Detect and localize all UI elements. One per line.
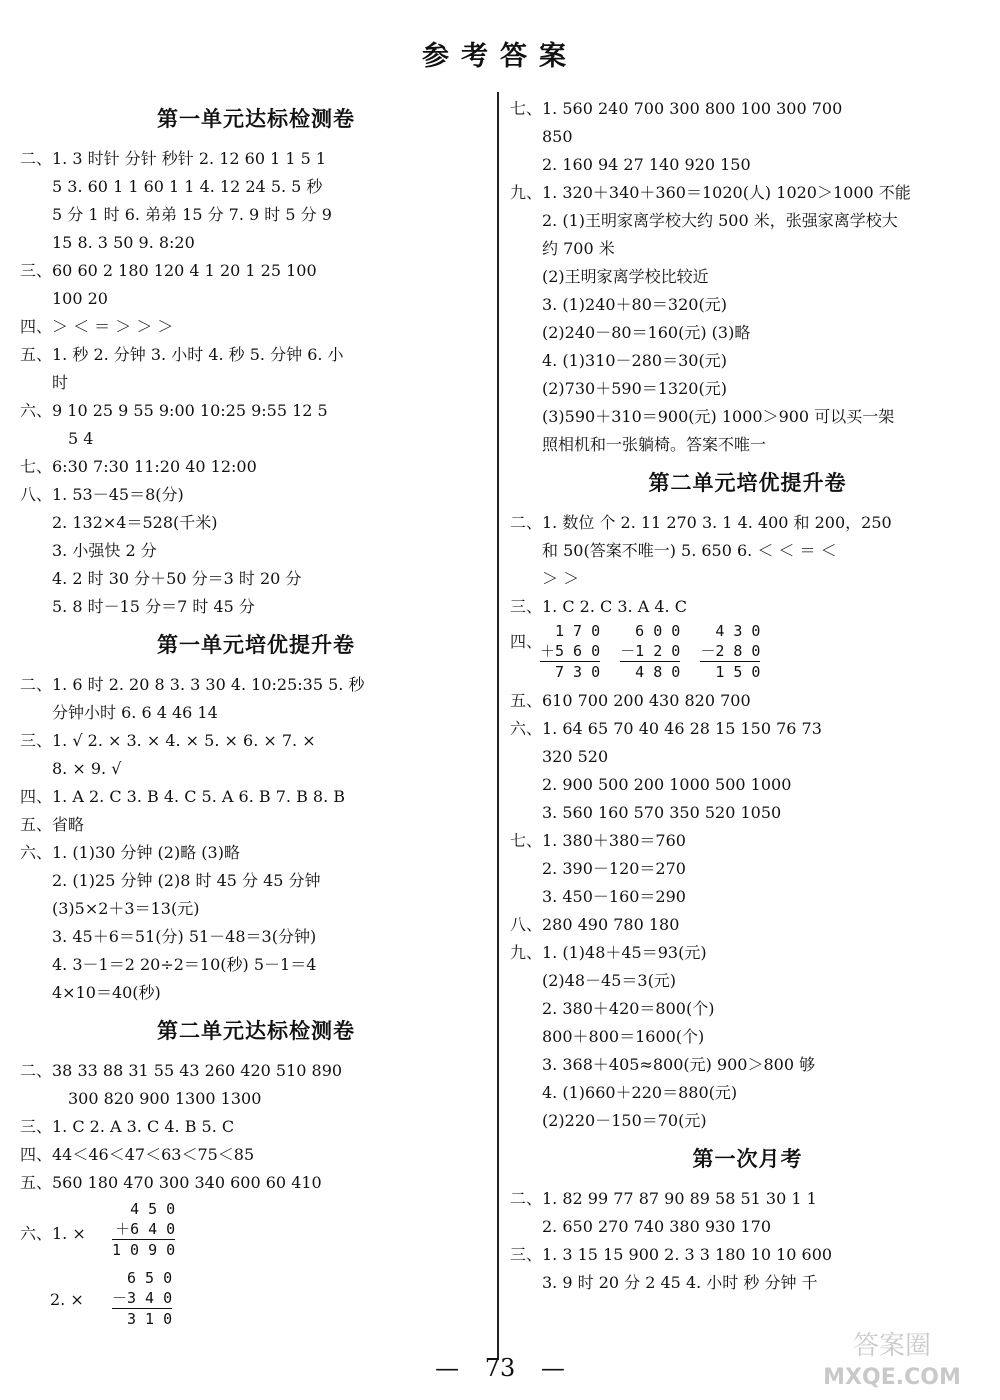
answer-line: 三、1. √ 2. × 3. × 4. × 5. × 6. × 7. × — [20, 731, 316, 750]
answer-line: 六、9 10 25 9 55 9:00 10:25 9:55 12 5 — [20, 401, 328, 420]
vertical-calc-row — [20, 1268, 492, 1329]
answer-line: 850 — [542, 127, 573, 146]
answer-line: 300 820 900 1300 1300 — [68, 1089, 262, 1108]
answer-line: 五、610 700 200 430 820 700 — [510, 691, 751, 710]
answer-line: 七、1. 380＋380＝760 — [510, 831, 686, 850]
answer-line: 分钟小时 6. 6 4 46 14 — [52, 703, 218, 722]
answer-line: 4. 3－1＝2 20÷2＝10(秒) 5－1＝4 — [52, 955, 317, 974]
answer-line: 五、560 180 470 300 340 600 60 410 — [20, 1173, 322, 1192]
answer-line: 4. (1)310－280＝30(元) — [542, 351, 727, 370]
answer-line: 5 分 1 时 6. 弟弟 15 分 7. 9 时 5 分 9 — [52, 205, 332, 224]
calc-top: 6 0 0 — [635, 622, 681, 640]
calc-result: 4 8 0 — [635, 663, 681, 681]
calc-result: 3 1 0 — [127, 1310, 173, 1328]
answer-line: (2)730＋590＝1320(元) — [542, 379, 727, 398]
answer-line: 2. (1)王明家离学校大约 500 米，张强家离学校大 — [542, 211, 898, 230]
answer-line: 100 20 — [52, 289, 108, 308]
answer-line: 五、省略 — [20, 815, 85, 834]
answer-line: 二、1. 3 时针 分针 秒针 2. 12 60 1 1 5 1 — [20, 149, 327, 168]
answer-line: 4. (1)660＋220＝880(元) — [542, 1083, 738, 1102]
vertical-calculation — [620, 621, 680, 682]
answer-line: 六、1. 64 65 70 40 46 28 15 150 76 73 — [510, 719, 822, 738]
answer-line: 2. 160 94 27 140 920 150 — [542, 155, 751, 174]
unit1-standard-answers — [20, 145, 492, 621]
answer-line: 3. 9 时 20 分 2 45 4. 小时 秒 分钟 千 — [542, 1273, 818, 1292]
answer-line: 八、280 490 780 180 — [510, 915, 680, 934]
answer-line: 五、1. 秒 2. 分钟 3. 小时 4. 秒 5. 分钟 6. 小 — [20, 345, 344, 364]
answer-line: ＞ ＞ — [542, 569, 580, 588]
answer-line: 约 700 米 — [542, 239, 615, 258]
calc-result: 1 5 0 — [715, 663, 761, 681]
answer-line: 四、＞ ＜ ＝ ＞ ＞ ＞ — [20, 317, 174, 336]
answer-line: (3)590＋310＝900(元) 1000＞900 可以买一架 — [542, 407, 895, 426]
calc-operand: －2 8 0 — [700, 642, 761, 660]
answer-line: (2)240－80＝160(元) (3)略 — [542, 323, 751, 342]
left-column — [20, 95, 492, 1329]
section-title-unit1-advanced: 第一单元培优提升卷 — [157, 633, 355, 657]
footer-dash-right: — — [540, 1354, 565, 1382]
answer-line: (2)48－45＝3(元) — [542, 971, 677, 990]
answer-line: 四、1. A 2. C 3. B 4. C 5. A 6. B 7. B 8. B — [20, 787, 346, 806]
answer-line: 和 50(答案不唯一) 5. 650 6. ＜ ＜ ＝ ＜ — [542, 541, 837, 560]
first-monthly-exam-answers — [510, 1185, 985, 1297]
unit2-standard-continued — [510, 95, 985, 459]
section-title-first-monthly-exam: 第一次月考 — [692, 1147, 803, 1171]
calc-operand: －3 4 0 — [112, 1289, 173, 1307]
answer-line: 8. × 9. √ — [52, 759, 122, 778]
answer-line: 3. 45＋6＝51(分) 51－48＝3(分钟) — [52, 927, 317, 946]
answer-line: (2)220－150＝70(元) — [542, 1111, 707, 1130]
answer-line: 2. 900 500 200 1000 500 1000 — [542, 775, 792, 794]
answer-line: (3)5×2＋3＝13(元) — [52, 899, 200, 918]
answer-line: 4. 2 时 30 分＋50 分＝3 时 20 分 — [52, 569, 302, 588]
section-title-unit1-standard: 第一单元达标检测卷 — [157, 107, 355, 131]
vertical-calculation — [700, 621, 760, 682]
answer-line: 2. (1)25 分钟 (2)8 时 45 分 45 分钟 — [52, 871, 321, 890]
footer-dash-left: — — [435, 1354, 460, 1382]
answer-line: 320 520 — [542, 747, 609, 766]
unit2-advanced-answers — [510, 509, 985, 1135]
watermark-cn: 答案圈 — [852, 1331, 932, 1361]
vertical-calculation — [112, 1268, 172, 1329]
answer-line: 三、1. 3 15 15 900 2. 3 3 180 10 10 600 — [510, 1245, 833, 1264]
watermark-en: MXQE.COM — [823, 1365, 961, 1390]
answer-line: 15 8. 3 50 9. 8:20 — [52, 233, 195, 252]
answer-line: 四、44＜46＜47＜63＜75＜85 — [20, 1145, 255, 1164]
answer-line: 九、1. 320＋340＋360＝1020(人) 1020＞1000 不能 — [510, 183, 911, 202]
answer-line: 3. 450－160＝290 — [542, 887, 686, 906]
answer-line: 二、38 33 88 31 55 43 260 420 510 890 — [20, 1061, 343, 1080]
answer-line: 照相机和一张躺椅。答案不唯一 — [542, 435, 767, 454]
calc-result: 1 0 9 0 — [112, 1241, 176, 1259]
section-title-unit2-advanced: 第二单元培优提升卷 — [648, 471, 847, 495]
answer-line: 3. 560 160 570 350 520 1050 — [542, 803, 782, 822]
answer-line: 5. 8 时－15 分＝7 时 45 分 — [52, 597, 255, 616]
answer-line: 二、1. 82 99 77 87 90 89 58 51 30 1 1 — [510, 1189, 817, 1208]
answer-line: 3. (1)240＋80＝320(元) — [542, 295, 727, 314]
answer-line: 3. 小强快 2 分 — [52, 541, 157, 560]
calc-label: 2. × — [50, 1290, 84, 1309]
section-title-unit2-standard: 第二单元达标检测卷 — [157, 1019, 355, 1043]
answer-line: 800＋800＝1600(个) — [542, 1027, 705, 1046]
calc-top: 4 5 0 — [130, 1200, 176, 1218]
answer-line: 3. 368＋405≈800(元) 900＞800 够 — [542, 1055, 816, 1074]
answer-line: 三、1. C 2. C 3. A 4. C — [510, 597, 687, 616]
calc-operand: －1 2 0 — [620, 642, 681, 660]
answer-line: 二、1. 数位 个 2. 11 270 3. 1 4. 400 和 200，250 — [510, 513, 892, 532]
answer-line: 七、6:30 7:30 11:20 40 12:00 — [20, 457, 257, 476]
answer-line: 八、1. 53－45＝8(分) — [20, 485, 184, 504]
answer-line: 三、1. C 2. A 3. C 4. B 5. C — [20, 1117, 235, 1136]
unit2-standard-answers — [20, 1057, 492, 1329]
answer-line: 2. 650 270 740 380 930 170 — [542, 1217, 772, 1236]
right-column — [510, 95, 985, 1297]
answer-line: 2. 132×4＝528(千米) — [52, 513, 218, 532]
vertical-calculation — [112, 1199, 175, 1260]
answer-line: 二、1. 6 时 2. 20 8 3. 3 30 4. 10:25:35 5. 秒 — [20, 675, 365, 694]
answer-line: 4×10＝40(秒) — [52, 983, 161, 1002]
calc-top: 1 7 0 — [555, 622, 601, 640]
answer-line: 六、1. (1)30 分钟 (2)略 (3)略 — [20, 843, 240, 862]
answer-line: 2. 390－120＝270 — [542, 859, 686, 878]
calc-top: 4 3 0 — [715, 622, 761, 640]
calc-result: 7 3 0 — [555, 663, 601, 681]
column-divider — [497, 92, 499, 1360]
answer-line: (2)王明家离学校比较近 — [542, 267, 709, 286]
answer-line: 2. 380＋420＝800(个) — [542, 999, 715, 1018]
page-number: 73 — [484, 1354, 516, 1382]
answer-line: 5 4 — [68, 429, 94, 448]
calc-label: 四、 — [510, 632, 543, 651]
vertical-calculation — [540, 621, 600, 682]
answer-line: 九、1. (1)48＋45＝93(元) — [510, 943, 707, 962]
answer-line: 时 — [52, 373, 69, 392]
vertical-calc-row — [510, 621, 985, 687]
calc-operand: ＋5 6 0 — [540, 642, 601, 660]
page-title: 参考答案 — [422, 41, 578, 72]
calc-label: 六、1. × — [20, 1224, 86, 1243]
answer-line: 5 3. 60 1 1 60 1 1 4. 12 24 5. 5 秒 — [52, 177, 323, 196]
vertical-calc-row — [20, 1199, 492, 1260]
answer-line: 七、1. 560 240 700 300 800 100 300 700 — [510, 99, 843, 118]
calc-top: 6 5 0 — [127, 1269, 173, 1287]
calc-operand: ＋6 4 0 — [112, 1219, 175, 1240]
unit1-advanced-answers — [20, 671, 492, 1007]
answer-line: 三、60 60 2 180 120 4 1 20 1 25 100 — [20, 261, 317, 280]
watermark-logo — [792, 1322, 992, 1392]
